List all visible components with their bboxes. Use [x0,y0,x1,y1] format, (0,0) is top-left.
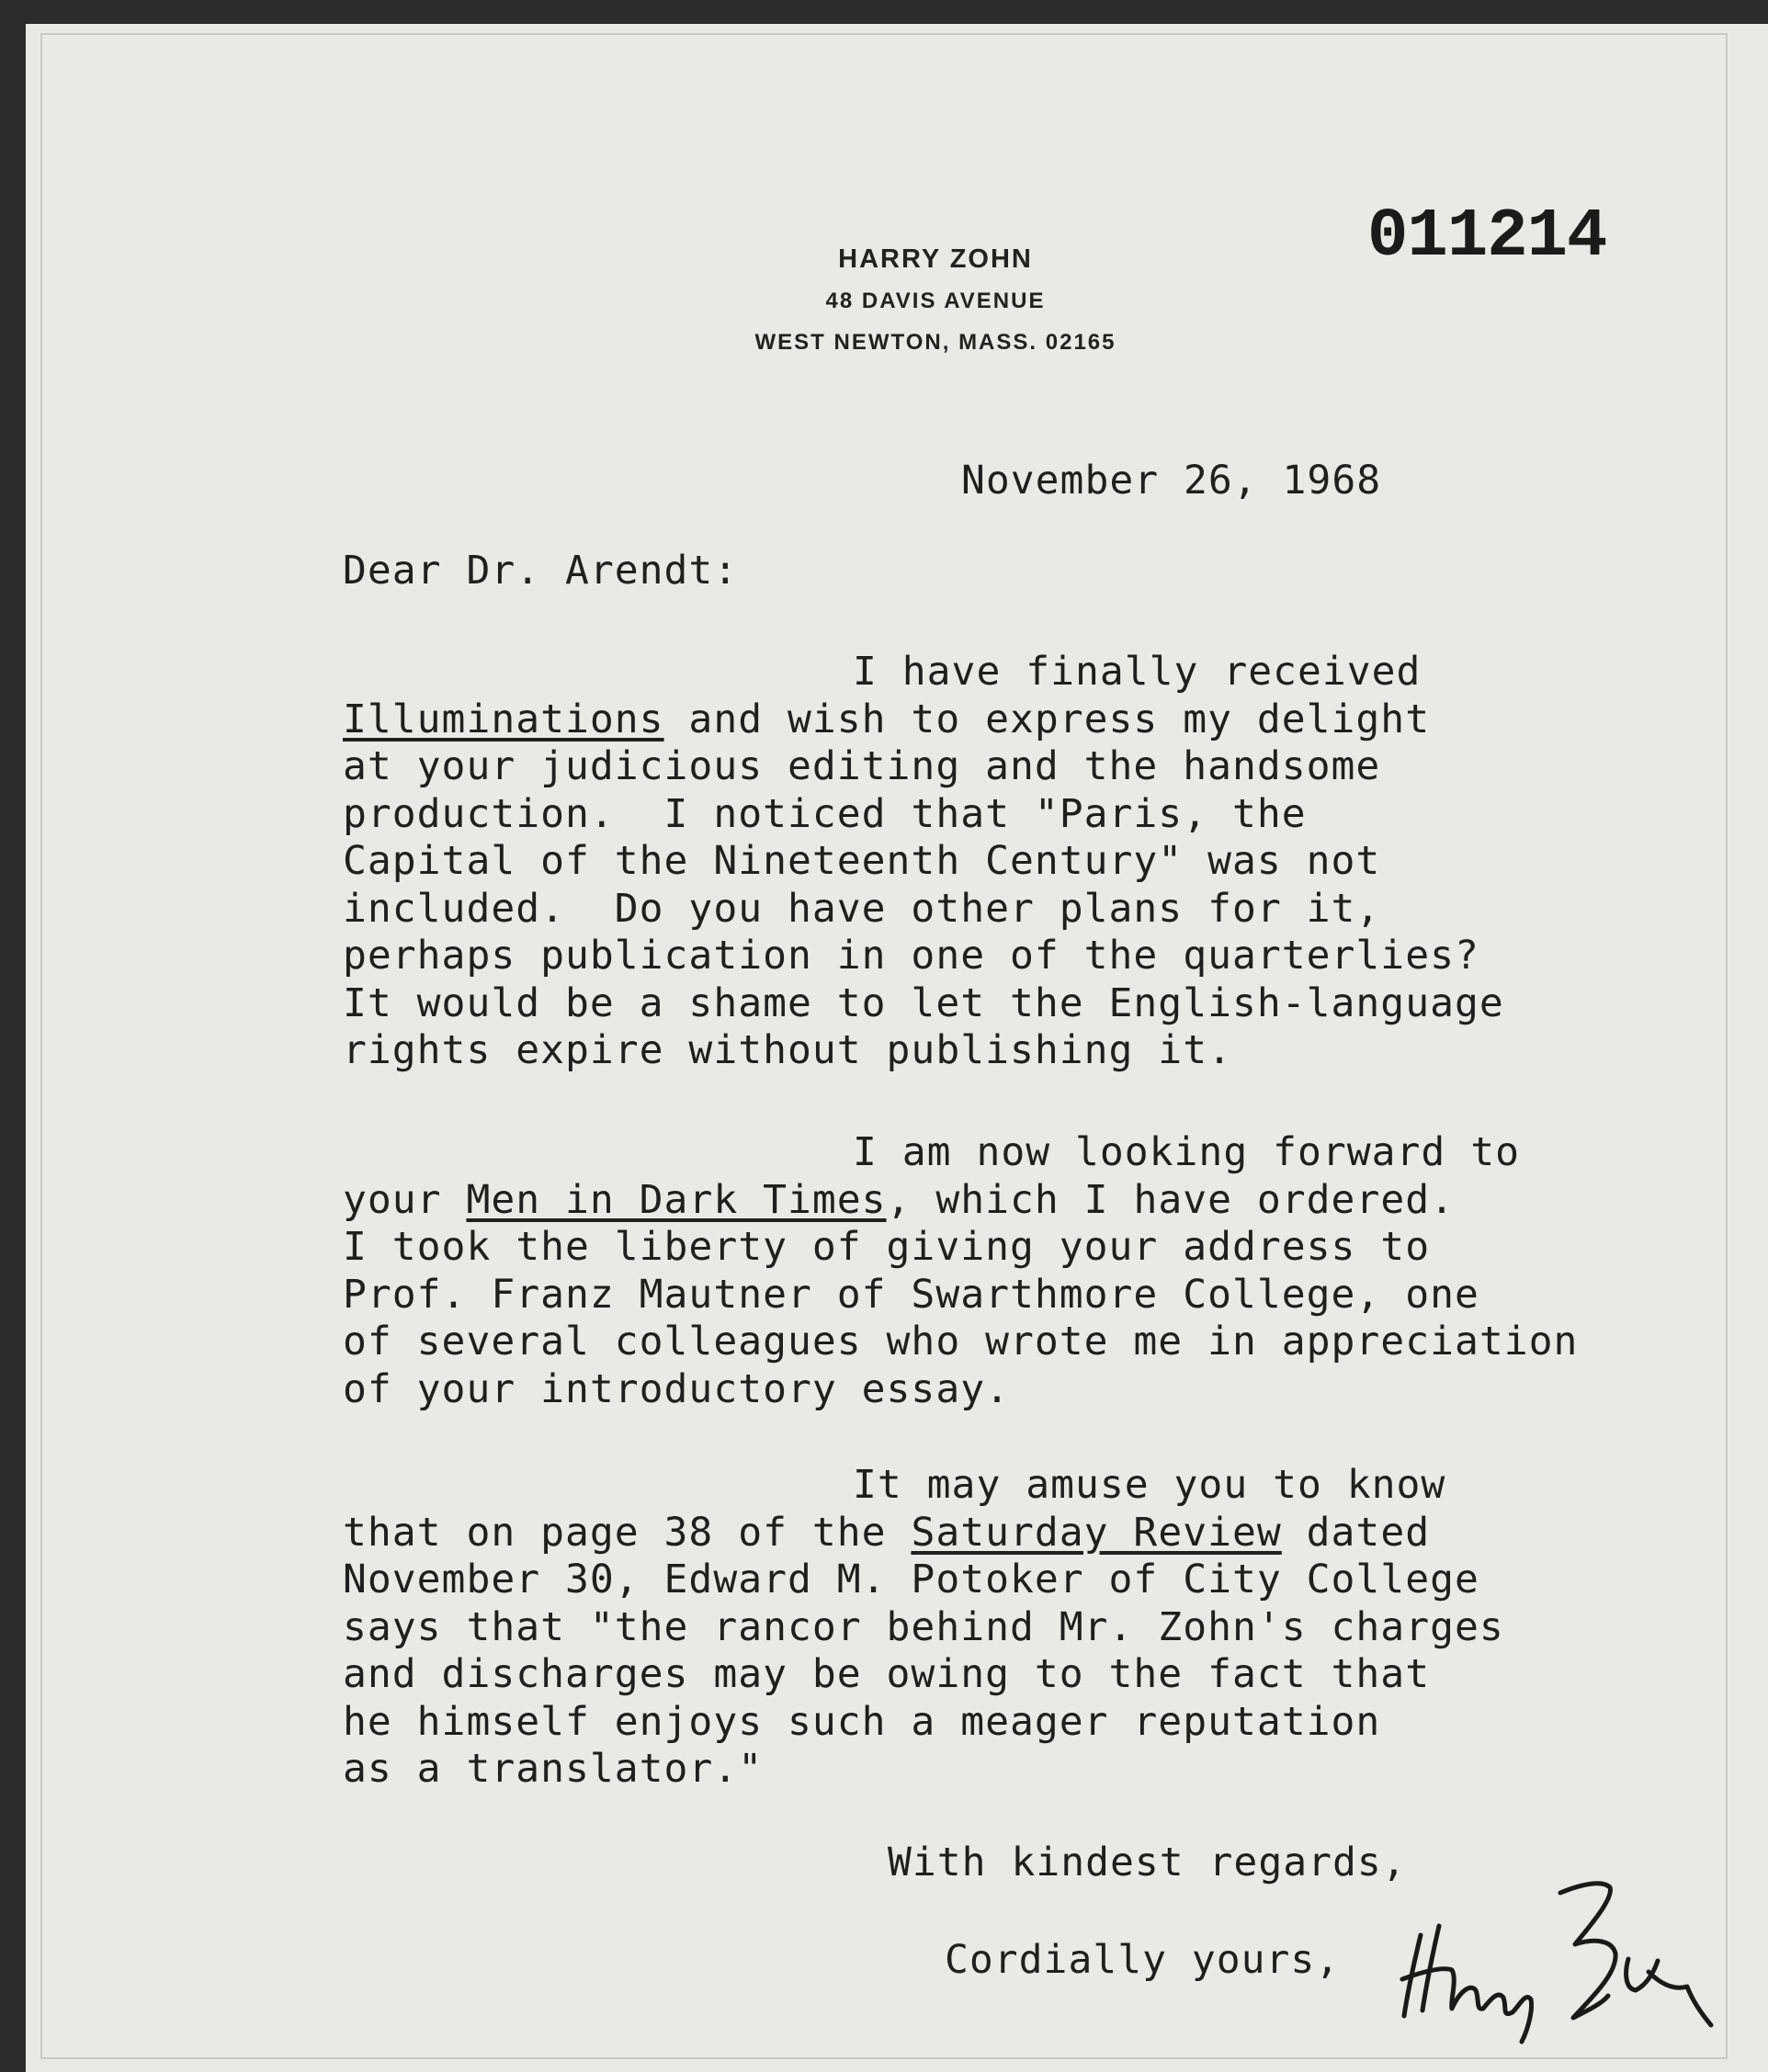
paragraph-3-line: November 30, Edward M. Potoker of City College [343,1557,1479,1602]
paragraph-3-line: as a translator." [343,1746,764,1792]
paragraph-1-line: Capital of the Nineteenth Century" was not [343,838,1381,884]
paragraph-2-line: , which I have ordered. [886,1176,1455,1223]
paragraph-3 [343,1462,1504,1794]
complimentary-close: Cordially yours, [945,1937,1341,1983]
paragraph-2-line: of several colleagues who wrote me in appreciation [343,1319,1579,1364]
paragraph-1-line: rights expire without publishing it. [343,1027,1232,1073]
paragraph-1 [343,649,1504,1075]
publication-title-saturday-review: Saturday Review [911,1509,1282,1556]
paragraph-1-line: perhaps publication in one of the quarterlies? [343,933,1479,979]
letterhead-street: 48 DAVIS AVENUE [825,289,1046,313]
closing: With kindest regards, [888,1840,1407,1885]
paragraph-3-line: says that "the rancor behind Mr. Zohn's charges [343,1603,1504,1650]
salutation: Dear Dr. Arendt: [343,548,739,594]
paragraph-1-line: and wish to express my delight [663,696,1431,742]
book-title-men-in-dark-times: Men in Dark Times [466,1176,887,1223]
letter-date: November 26, 1968 [961,458,1382,504]
paragraph-1-line: It would be a shame to let the English-language [343,979,1504,1026]
paragraph-2-line: your [343,1176,467,1223]
paragraph-1-line: I have finally received [853,649,1422,695]
document-number: 011214 [1367,198,1607,276]
paragraph-2-line: I am now looking forward to [853,1129,1520,1175]
letterhead-name: HARRY ZOHN [838,244,1033,274]
handwritten-signature [1395,1871,1726,2055]
paragraph-3-line: he himself enjoys such a meager reputation [343,1698,1381,1745]
paragraph-3-line: It may amuse you to know [853,1462,1446,1508]
paragraph-1-line: production. I noticed that "Paris, the [343,790,1307,837]
paragraph-3-line: that on page 38 of the [343,1509,912,1556]
paragraph-3-line: dated [1281,1509,1431,1556]
paragraph-3-line: and discharges may be owing to the fact that [343,1651,1431,1697]
book-title-illuminations: Illuminations [343,696,664,742]
paragraph-1-line: at your judicious editing and the handsome [343,743,1381,789]
letterhead-city: WEST NEWTON, MASS. 02165 [754,330,1116,355]
letter-sheet [26,24,1768,2072]
paragraph-2-line: Prof. Franz Mautner of Swarthmore College, one [343,1271,1479,1318]
paragraph-2-line: I took the liberty of giving your address to [343,1224,1431,1270]
paragraph-1-line: included. Do you have other plans for it, [343,885,1381,932]
paragraph-2-line: of your introductory essay. [343,1365,1010,1412]
paragraph-2 [343,1129,1578,1413]
